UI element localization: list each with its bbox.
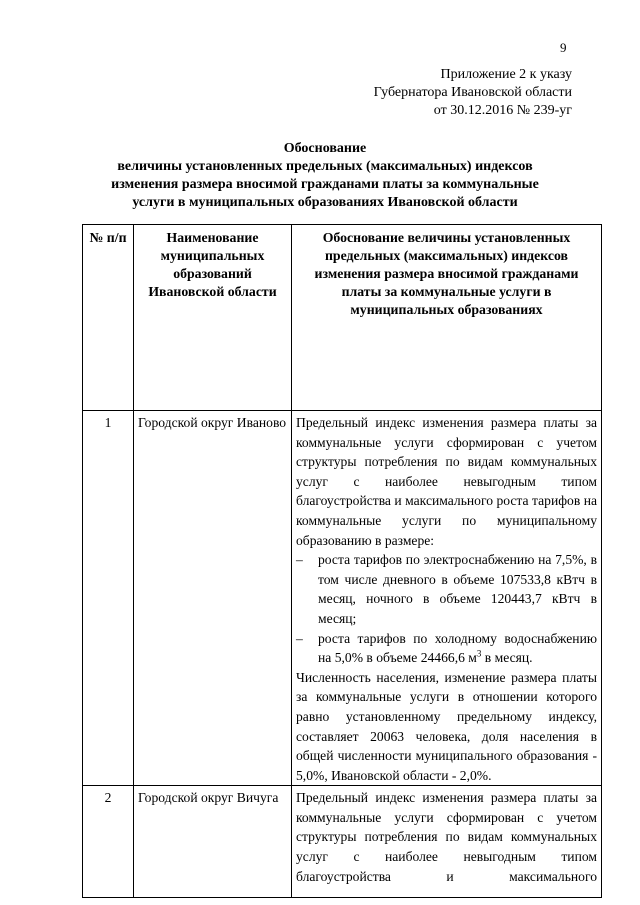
dash-bullet: –	[296, 552, 303, 568]
list-item-text-end: в месяц.	[481, 650, 533, 666]
list-item	[296, 629, 597, 668]
justification-intro: Предельный индекс изменения размера платы за коммунальные услуги сформирован с учетом структуры потребления по видам коммунальных услуг с наиболее невыгодным типом благоустройства и максимального	[296, 790, 597, 884]
header-municipality: Наименование муниципальных образований Ивановской области	[134, 225, 292, 411]
superscript: 3	[476, 648, 482, 659]
population-paragraph: Численность населения, изменение размера платы за коммунальные услуги в отношении которого равно установленному предельному индексу, составляет 20063 человека, доля населения в общей численности муниципального образования - 5,0%, Ивановской области - 2,0%.	[296, 669, 597, 783]
title-line-1: Обоснование	[283, 141, 367, 156]
table-row	[83, 786, 602, 898]
appendix-line-3: от 30.12.2016 № 239-уг	[433, 103, 572, 118]
list-item-text: роста тарифов по электроснабжению на 7,5%, в том числе дневного в объеме 107533,8 кВтч в месяц, ночного в объеме 120443,7 кВтч в месяц;	[318, 552, 597, 626]
justification-intro: Предельный индекс изменения размера платы за коммунальные услуги сформирован с учетом структуры потребления по видам коммунальных услуг с наиболее невыгодным типом благоустройства и максимального роста тарифов на коммунальные услуги по муниципальному образованию в размере:	[296, 415, 597, 548]
row-number: 2	[83, 786, 134, 898]
row-municipality-name: Городской округ Вичуга	[134, 786, 292, 898]
title-line-2: величины установленных предельных (максимальных) индексов	[117, 159, 533, 174]
title-line-3: изменения размера вносимой гражданами платы за коммунальные	[111, 177, 539, 192]
table-row	[83, 411, 602, 786]
list-item	[296, 550, 597, 628]
list-item-text: роста тарифов по холодному водоснабжению на 5,0% в объеме 24466,6 м	[318, 630, 597, 666]
appendix-block	[374, 66, 572, 120]
document-title	[70, 140, 580, 212]
table-header-row	[83, 225, 602, 411]
justification-table	[82, 224, 602, 898]
appendix-line-2: Губернатора Ивановской области	[373, 85, 572, 100]
header-number: № п/п	[83, 225, 134, 411]
row-number: 1	[83, 411, 134, 786]
title-line-4: услуги в муниципальных образованиях Ивановской области	[132, 195, 518, 210]
header-justification: Обоснование величины установленных предельных (максимальных) индексов изменения размера вносимой гражданами платы за коммунальные услуги в муниципальных образованиях	[292, 225, 602, 411]
row-municipality-name: Городской округ Иваново	[134, 411, 292, 786]
dash-bullet: –	[296, 630, 303, 646]
appendix-line-1: Приложение 2 к указу	[440, 67, 572, 82]
row-justification	[292, 411, 602, 786]
row-justification	[292, 786, 602, 898]
page-number: 9	[560, 40, 567, 55]
